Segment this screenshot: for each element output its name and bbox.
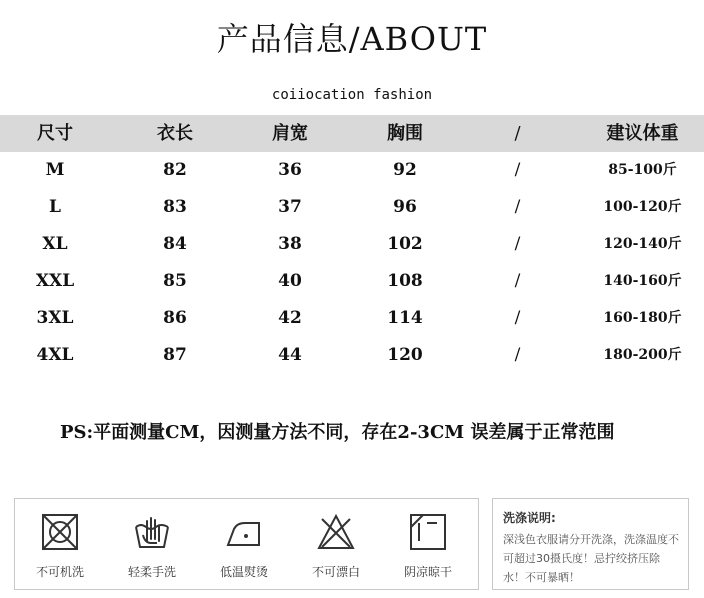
cell-size: XXL <box>35 271 75 291</box>
cell-size: L <box>49 197 61 217</box>
cell-weight: 140-160斤 <box>603 273 682 289</box>
care-item-gentle-hand-wash <box>117 513 187 587</box>
cell-length: 87 <box>163 345 187 365</box>
header-chest: 胸围 <box>387 123 423 144</box>
cell-chest: 96 <box>393 197 417 217</box>
table-row <box>0 337 704 374</box>
cell-size: M <box>45 160 65 180</box>
header-slash: / <box>514 123 521 144</box>
cell-shoulder: 44 <box>278 345 302 365</box>
cell-size: 4XL <box>36 345 74 365</box>
header-size: 尺寸 <box>37 123 73 144</box>
wash-note-panel <box>492 498 689 590</box>
cell-size: XL <box>42 234 68 254</box>
care-label: 不可漂白 <box>311 565 360 579</box>
care-label: 不可机洗 <box>35 565 84 579</box>
care-label: 阴凉晾干 <box>403 565 452 579</box>
cell-length: 86 <box>163 308 187 328</box>
table-row <box>0 189 704 226</box>
cell-length: 82 <box>163 160 187 180</box>
low-temp-iron-icon <box>225 513 263 551</box>
care-item-no-machine-wash <box>25 513 95 587</box>
cell-shoulder: 37 <box>278 197 302 217</box>
header-shoulder: 肩宽 <box>272 123 308 144</box>
cell-size: 3XL <box>36 308 74 328</box>
care-item-low-temp-iron <box>209 513 279 587</box>
header-length: 衣长 <box>157 123 193 144</box>
cell-slash: / <box>514 160 521 180</box>
table-row <box>0 152 704 189</box>
cell-length: 83 <box>163 197 187 217</box>
cell-weight: 100-120斤 <box>603 199 682 215</box>
cell-slash: / <box>514 234 521 254</box>
care-instructions-panel <box>14 498 479 590</box>
header-weight: 建议体重 <box>606 123 679 144</box>
cell-shoulder: 36 <box>278 160 302 180</box>
cell-chest: 108 <box>387 271 423 291</box>
wash-note-text: 深浅色衣服请分开洗涤，洗涤温度不可超过30摄氏度！忌拧绞挤压除水！不可暴晒！ <box>503 533 679 584</box>
no-machine-wash-icon <box>41 513 79 551</box>
cell-weight: 160-180斤 <box>603 310 682 326</box>
table-row <box>0 263 704 300</box>
cell-chest: 92 <box>393 160 417 180</box>
cell-weight: 180-200斤 <box>603 347 682 363</box>
cell-shoulder: 40 <box>278 271 302 291</box>
page-title: 产品信息/ABOUT <box>216 20 488 58</box>
cell-length: 84 <box>163 234 187 254</box>
cell-slash: / <box>514 271 521 291</box>
care-label: 轻柔手洗 <box>127 565 176 579</box>
cell-slash: / <box>514 308 521 328</box>
cell-slash: / <box>514 345 521 365</box>
brand-subtitle: coiiocation fashion <box>271 87 433 103</box>
cell-weight: 120-140斤 <box>603 236 682 252</box>
care-item-no-bleach <box>301 513 371 587</box>
cell-chest: 120 <box>387 345 423 365</box>
cell-chest: 114 <box>387 308 423 328</box>
cell-chest: 102 <box>387 234 423 254</box>
shade-dry-icon <box>409 513 447 551</box>
wash-note-title: 洗涤说明: <box>503 511 556 525</box>
care-label: 低温熨烫 <box>219 565 268 579</box>
cell-shoulder: 42 <box>278 308 302 328</box>
gentle-hand-wash-icon <box>133 513 171 551</box>
table-row <box>0 226 704 263</box>
table-row <box>0 300 704 337</box>
cell-length: 85 <box>163 271 187 291</box>
cell-slash: / <box>514 197 521 217</box>
care-item-shade-dry <box>393 513 463 587</box>
measurement-footnote: PS:平面测量CM，因测量方法不同，存在2-3CM 误差属于正常范围 <box>60 422 615 443</box>
cell-weight: 85-100斤 <box>608 162 677 178</box>
size-table-header <box>0 115 704 152</box>
no-bleach-icon <box>317 513 355 551</box>
cell-shoulder: 38 <box>278 234 302 254</box>
